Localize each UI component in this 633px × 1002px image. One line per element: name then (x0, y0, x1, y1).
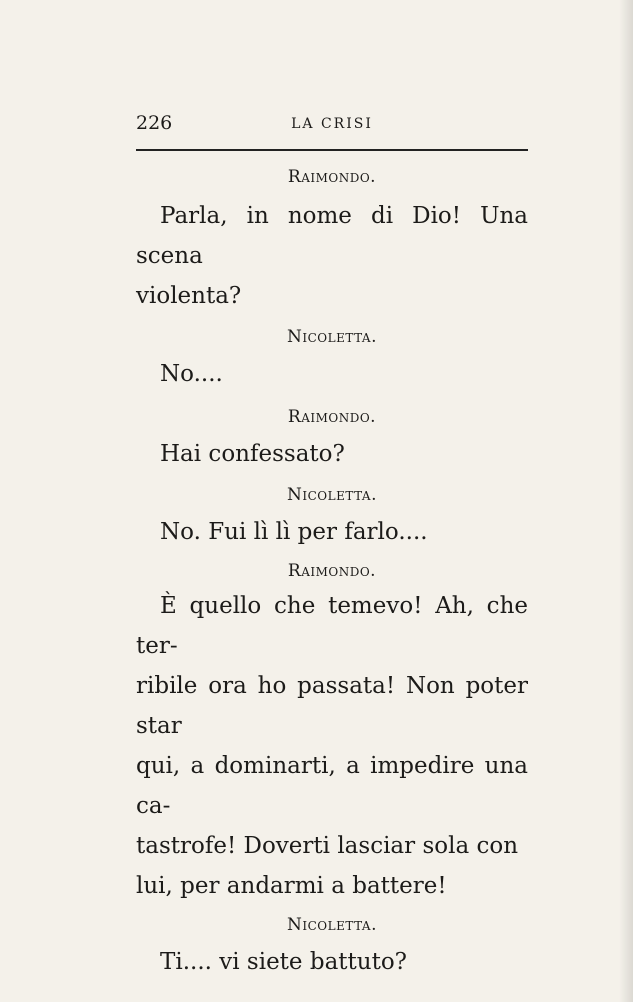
dialogue-line: ribile ora ho passata! Non poter star (136, 673, 528, 739)
dialogue-line: tastrofe! Doverti lasciar sola con (136, 833, 519, 859)
speaker-name: Nicoletta. (286, 327, 377, 347)
header-rule (136, 149, 528, 151)
dialogue-line: No. Fui lì lì per farlo.... (160, 519, 428, 545)
page-header (136, 112, 528, 136)
dialogue-line: Parla, in nome di Dio! Una scena (136, 203, 528, 269)
speaker-name: Raimondo. (287, 167, 377, 187)
dialogue-line: qui, a dominarti, a impedire una ca- (136, 753, 528, 819)
speaker-name: Raimondo. (287, 407, 377, 427)
dialogue-line: No.... (160, 361, 223, 387)
dialogue-line: È quello che temevo! Ah, che ter- (136, 593, 528, 659)
page-edge-shadow (619, 0, 633, 1002)
speaker-name: Raimondo. (287, 561, 377, 581)
dialogue-line: Hai confessato? (160, 441, 345, 467)
running-title: LA CRISI (291, 116, 373, 132)
dialogue-line: violenta? (136, 283, 242, 309)
page-number: 226 (136, 112, 173, 134)
dialogue-line: Ti.... vi siete battuto? (160, 949, 408, 975)
speaker-name: Nicoletta. (286, 915, 377, 935)
dialogue-line: lui, per andarmi a battere! (136, 873, 447, 899)
speaker-name: Nicoletta. (286, 485, 377, 505)
dialogue-text (136, 166, 528, 982)
